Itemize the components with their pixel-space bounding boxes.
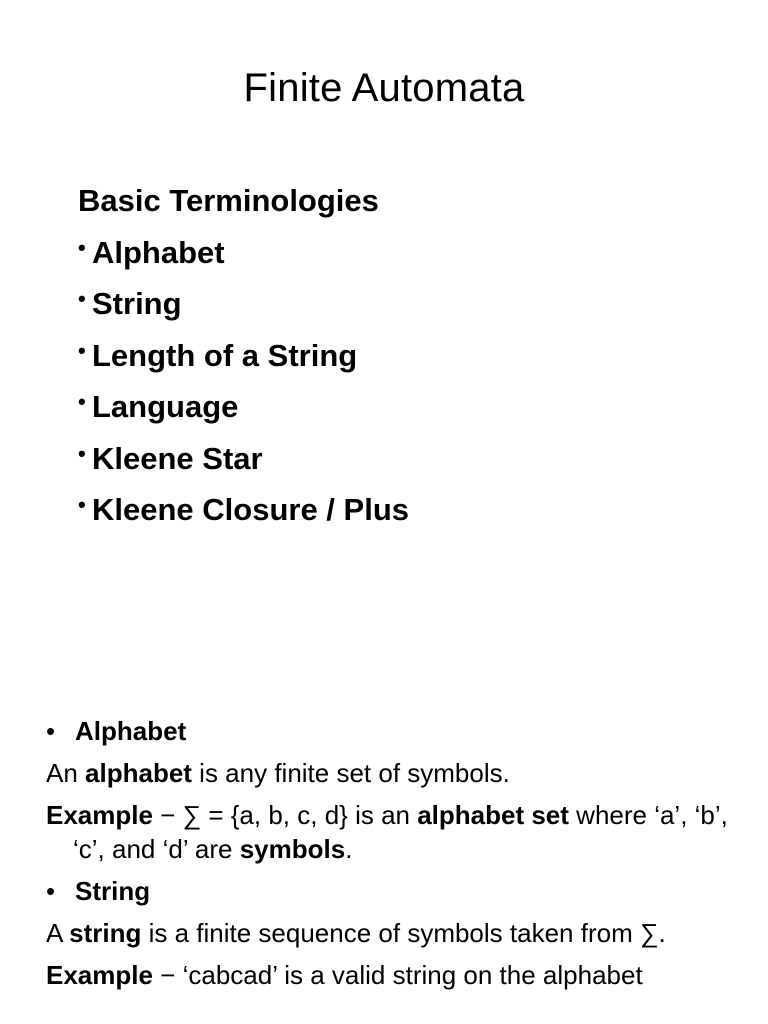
- bullet-icon: •: [78, 389, 86, 414]
- term-item: [78, 276, 409, 328]
- bullet-icon: •: [78, 234, 86, 260]
- bullet-icon: •: [78, 286, 86, 311]
- term-label: String: [92, 286, 182, 321]
- string-bullet: [46, 874, 736, 908]
- term-item: [78, 431, 409, 483]
- terms-heading: Basic Terminologies: [78, 183, 379, 218]
- alphabet-heading: Alphabet: [75, 716, 187, 746]
- definitions-section: [46, 714, 736, 1000]
- text-run: is any finite set of symbols.: [191, 758, 510, 788]
- bold-term: string: [69, 918, 142, 948]
- string-example: [46, 958, 736, 992]
- bullet-icon: •: [46, 876, 56, 906]
- alphabet-bullet: [46, 714, 736, 748]
- example-label: Example: [46, 960, 153, 990]
- term-label: Language: [92, 389, 239, 424]
- text-run: is a finite sequence of symbols taken from ∑.: [141, 918, 666, 948]
- text-run: − ∑ = {a, b, c, d} is an: [152, 800, 418, 830]
- text-run: .: [345, 834, 353, 864]
- bullet-icon: •: [46, 716, 56, 746]
- alphabet-example: [46, 798, 736, 866]
- page-title: Finite Automata: [243, 66, 525, 110]
- alphabet-definition: [46, 756, 736, 790]
- terms-list: [78, 178, 409, 534]
- bullet-icon: •: [78, 337, 86, 363]
- term-label: Alphabet: [92, 234, 225, 270]
- term-label: Length of a String: [92, 337, 358, 373]
- term-item: [78, 225, 409, 277]
- term-item: [78, 379, 409, 431]
- text-run: A: [46, 918, 70, 948]
- bold-term: alphabet set: [417, 800, 569, 830]
- bold-term: symbols: [239, 834, 346, 864]
- text-run: where ‘a’, ‘b’, ‘c’, and ‘d’ are: [73, 800, 728, 864]
- string-heading: String: [75, 876, 151, 906]
- bullet-icon: •: [78, 492, 86, 517]
- string-definition: [46, 916, 736, 950]
- term-label: Kleene Closure / Plus: [92, 492, 409, 527]
- term-label: Kleene Star: [92, 440, 263, 476]
- bold-term: alphabet: [85, 758, 192, 788]
- term-item: [78, 328, 409, 380]
- text-run: − ‘cabcad’ is a valid string on the alphabet: [152, 960, 643, 990]
- text-run: An: [46, 758, 86, 788]
- example-label: Example: [46, 800, 153, 830]
- term-item: [78, 482, 409, 534]
- bullet-icon: •: [78, 440, 86, 466]
